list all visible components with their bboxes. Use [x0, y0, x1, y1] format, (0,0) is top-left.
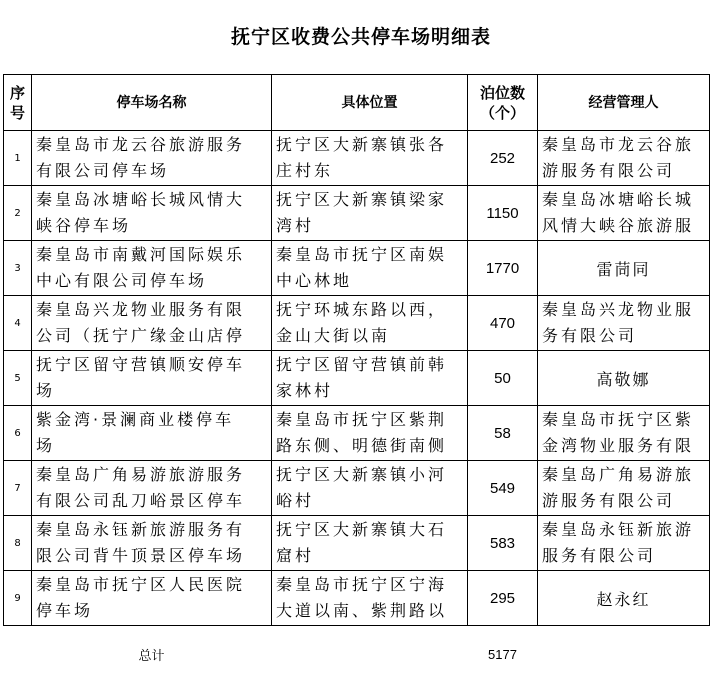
row-index: 9: [4, 571, 32, 626]
row-location: 抚宁环城东路以西， 金山大街以南: [272, 296, 468, 351]
row-spaces: 1150: [468, 186, 538, 241]
row-spaces: 583: [468, 516, 538, 571]
row-index: 6: [4, 406, 32, 461]
header-operator: 经营管理人: [538, 75, 710, 131]
row-name: 秦皇岛永钰新旅游服务有 限公司背牛顶景区停车场: [32, 516, 272, 571]
row-index: 4: [4, 296, 32, 351]
row-name: 秦皇岛广角易游旅游服务 有限公司乱刀峪景区停车: [32, 461, 272, 516]
row-name: 秦皇岛市抚宁区人民医院 停车场: [32, 571, 272, 626]
row-location: 抚宁区大新寨镇张各 庄村东: [272, 131, 468, 186]
row-spaces: 252: [468, 131, 538, 186]
row-location: 秦皇岛市抚宁区南娱 中心林地: [272, 241, 468, 296]
row-spaces: 470: [468, 296, 538, 351]
row-operator: 秦皇岛市龙云谷旅 游服务有限公司: [538, 131, 710, 186]
row-operator: 秦皇岛广角易游旅 游服务有限公司: [538, 461, 710, 516]
row-name: 秦皇岛兴龙物业服务有限 公司（抚宁广缘金山店停: [32, 296, 272, 351]
row-index: 7: [4, 461, 32, 516]
table-row: [4, 351, 710, 406]
row-location: 抚宁区留守营镇前韩 家林村: [272, 351, 468, 406]
row-location: 抚宁区大新寨镇大石 窟村: [272, 516, 468, 571]
header-index: 序 号: [4, 75, 32, 131]
row-spaces: 295: [468, 571, 538, 626]
row-name: 紫金湾·景澜商业楼停车 场: [32, 406, 272, 461]
row-index: 8: [4, 516, 32, 571]
table-row: [4, 296, 710, 351]
row-name: 秦皇岛冰塘峪长城风情大 峡谷停车场: [32, 186, 272, 241]
row-operator: 雷茼同: [538, 241, 710, 296]
row-operator: 赵永红: [538, 571, 710, 626]
row-name: 抚宁区留守营镇顺安停车 场: [32, 351, 272, 406]
row-spaces: 58: [468, 406, 538, 461]
row-operator: 秦皇岛兴龙物业服 务有限公司: [538, 296, 710, 351]
row-operator: 高敬娜: [538, 351, 710, 406]
row-location: 秦皇岛市抚宁区宁海 大道以南、紫荆路以: [272, 571, 468, 626]
header-spaces: 泊位数 （个）: [468, 75, 538, 131]
total-row: [4, 626, 710, 682]
total-value: 5177: [468, 626, 538, 682]
row-operator: 秦皇岛冰塘峪长城 风情大峡谷旅游服: [538, 186, 710, 241]
row-location: 抚宁区大新寨镇梁家 湾村: [272, 186, 468, 241]
row-index: 1: [4, 131, 32, 186]
row-spaces: 1770: [468, 241, 538, 296]
row-operator: 秦皇岛市抚宁区紫 金湾物业服务有限: [538, 406, 710, 461]
row-index: 2: [4, 186, 32, 241]
table-title: 抚宁区收费公共停车场明细表: [230, 26, 491, 48]
row-index: 3: [4, 241, 32, 296]
row-location: 秦皇岛市抚宁区紫荆 路东侧、明德街南侧: [272, 406, 468, 461]
row-spaces: 50: [468, 351, 538, 406]
table-row: [4, 461, 710, 516]
table-row: [4, 571, 710, 626]
table-row: [4, 516, 710, 571]
parking-table: [3, 74, 710, 682]
row-name: 秦皇岛市南戴河国际娱乐 中心有限公司停车场: [32, 241, 272, 296]
table-row: [4, 131, 710, 186]
row-spaces: 549: [468, 461, 538, 516]
row-operator: 秦皇岛永钰新旅游 服务有限公司: [538, 516, 710, 571]
row-index: 5: [4, 351, 32, 406]
row-name: 秦皇岛市龙云谷旅游服务 有限公司停车场: [32, 131, 272, 186]
table-row: [4, 186, 710, 241]
table-row: [4, 241, 710, 296]
table-row: [4, 406, 710, 461]
total-label: 总计: [32, 626, 272, 682]
header-location: 具体位置: [272, 75, 468, 131]
row-location: 抚宁区大新寨镇小河 峪村: [272, 461, 468, 516]
header-name: 停车场名称: [32, 75, 272, 131]
